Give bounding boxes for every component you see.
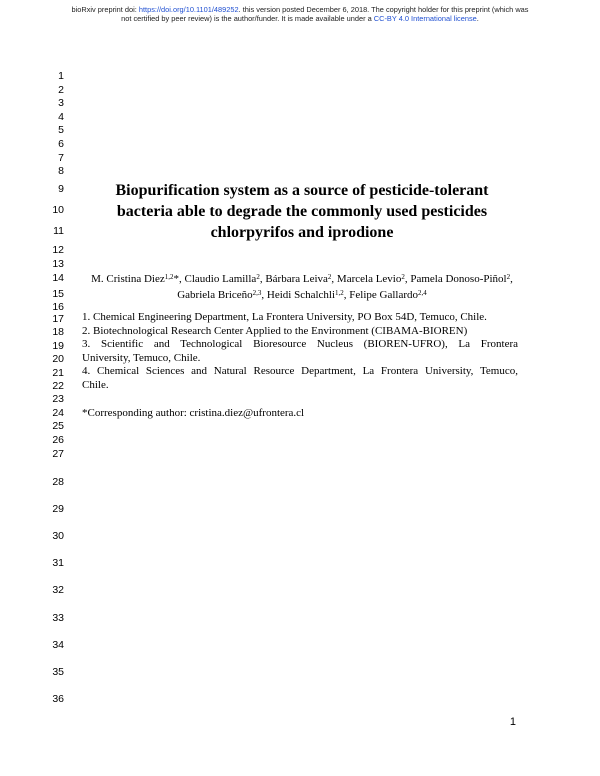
author-affiliation-mark: 2 [256,273,260,281]
author [185,273,266,285]
author-name: Heidi Schalchli [266,289,336,301]
line-number: 34 [52,638,64,651]
author-affiliation-mark: 2,3 [252,289,262,297]
author-separator: , [259,273,266,285]
author [265,273,337,285]
line-number: 27 [52,448,64,460]
line-number: 19 [52,340,64,352]
line-number: 23 [52,393,64,405]
author-affiliation-mark: 1,2 [335,289,344,297]
preprint-prefix: bioRxiv preprint doi: [71,5,139,14]
author-affiliation-mark: 1,2 [164,273,174,281]
author [91,273,184,285]
author-affiliation-mark: 2 [327,273,332,281]
affiliation-3-line-2: University, Temuco, Chile. [82,351,201,364]
affiliation-2: 2. Biotechnological Research Center Applied to the Environment (CIBAMA-BIOREN) [82,324,468,337]
author-separator: *, [173,273,185,285]
line-number: 5 [58,124,64,137]
author [337,273,410,285]
line-number: 21 [52,367,64,379]
line-number: 30 [52,530,64,543]
author [349,289,426,301]
author-name: Bárbara Leiva [265,273,328,285]
line-number: 7 [58,151,64,164]
line-number: 15 [52,288,64,300]
line-number: 4 [58,110,64,123]
line-number: 6 [58,138,64,150]
line-number: 22 [52,380,64,392]
author-name: Marcela Levio [336,273,402,285]
preprint-notice [0,5,600,23]
title-line: Biopurification system as a source of pesticide-tolerant [115,182,489,199]
author [267,289,349,301]
line-number: 36 [52,692,64,705]
line-number: 16 [52,301,64,313]
affiliation-1: 1. Chemical Engineering Department, La Frontera University, PO Box 54D, Temuco, Chile. [82,311,487,323]
line-number: 33 [52,611,64,624]
affiliation-4-line-2: Chile. [82,379,109,391]
doi-link[interactable]: https://doi.org/10.1101/489252 [138,5,239,14]
license-prefix: not certified by peer review) is the author/funder. It is made available under a [121,14,374,23]
line-number: 8 [58,165,64,178]
title-line: chlorpyrifos and iprodione [210,224,394,241]
author-separator: , [343,289,350,301]
author-name: Felipe Gallardo [349,289,419,301]
author-affiliation-mark: 2 [506,273,511,281]
author [177,289,267,301]
author-affiliation-mark: 2,4 [418,289,427,297]
line-number: 26 [52,434,64,446]
line-number: 17 [52,313,64,325]
line-number: 14 [52,272,64,284]
line-number: 2 [58,83,64,96]
line-number: 1 [58,70,64,82]
line-number: 24 [52,407,64,419]
line-number: 9 [58,183,64,195]
author-separator: , [331,273,337,285]
preprint-notice-line-2 [0,14,600,23]
line-number: 35 [52,665,64,678]
author-name: Pamela Donoso-Piñol [410,273,507,285]
author [410,273,513,285]
line-number: 31 [52,557,64,570]
author-name: Claudio Lamilla [184,273,257,285]
line-number: 3 [58,97,64,110]
preprint-notice-line-1 [0,5,600,14]
line-number: 29 [52,503,64,516]
line-number: 12 [52,244,64,256]
page-number: 1 [509,716,516,728]
affiliation-4-line-1: 4. Chemical Sciences and Natural Resource Department, La Frontera University, Temuco, [82,365,518,378]
affiliation-3-line-1: 3. Scientific and Technological Bioresource Nucleus (BIOREN-UFRO), La Frontera [82,338,518,351]
license-link[interactable]: CC-BY 4.0 International license [373,14,477,23]
paper-title [82,180,522,243]
line-number: 25 [52,420,64,432]
line-number: 20 [52,353,64,365]
line-number: 28 [52,476,64,488]
line-number: 18 [52,326,64,338]
line-number: 11 [53,225,64,237]
author-separator: , [404,273,411,285]
author-affiliation-mark: 2 [401,273,405,281]
author-list [82,271,522,303]
license-suffix: . [476,14,479,23]
line-number: 10 [52,204,64,216]
line-number: 32 [52,584,64,597]
preprint-suffix: . this version posted December 6, 2018. The copyright holder for this preprint (which was [238,5,529,14]
corresponding-author: *Corresponding author: cristina.diez@ufrontera.cl [82,407,305,419]
author-separator: , [261,289,267,301]
line-number: 13 [52,258,64,270]
author-separator: , [510,273,513,285]
author-name: Gabriela Briceño [177,289,253,301]
title-line: bacteria able to degrade the commonly used pesticides [116,203,488,220]
author-name: M. Cristina Diez [91,273,165,285]
